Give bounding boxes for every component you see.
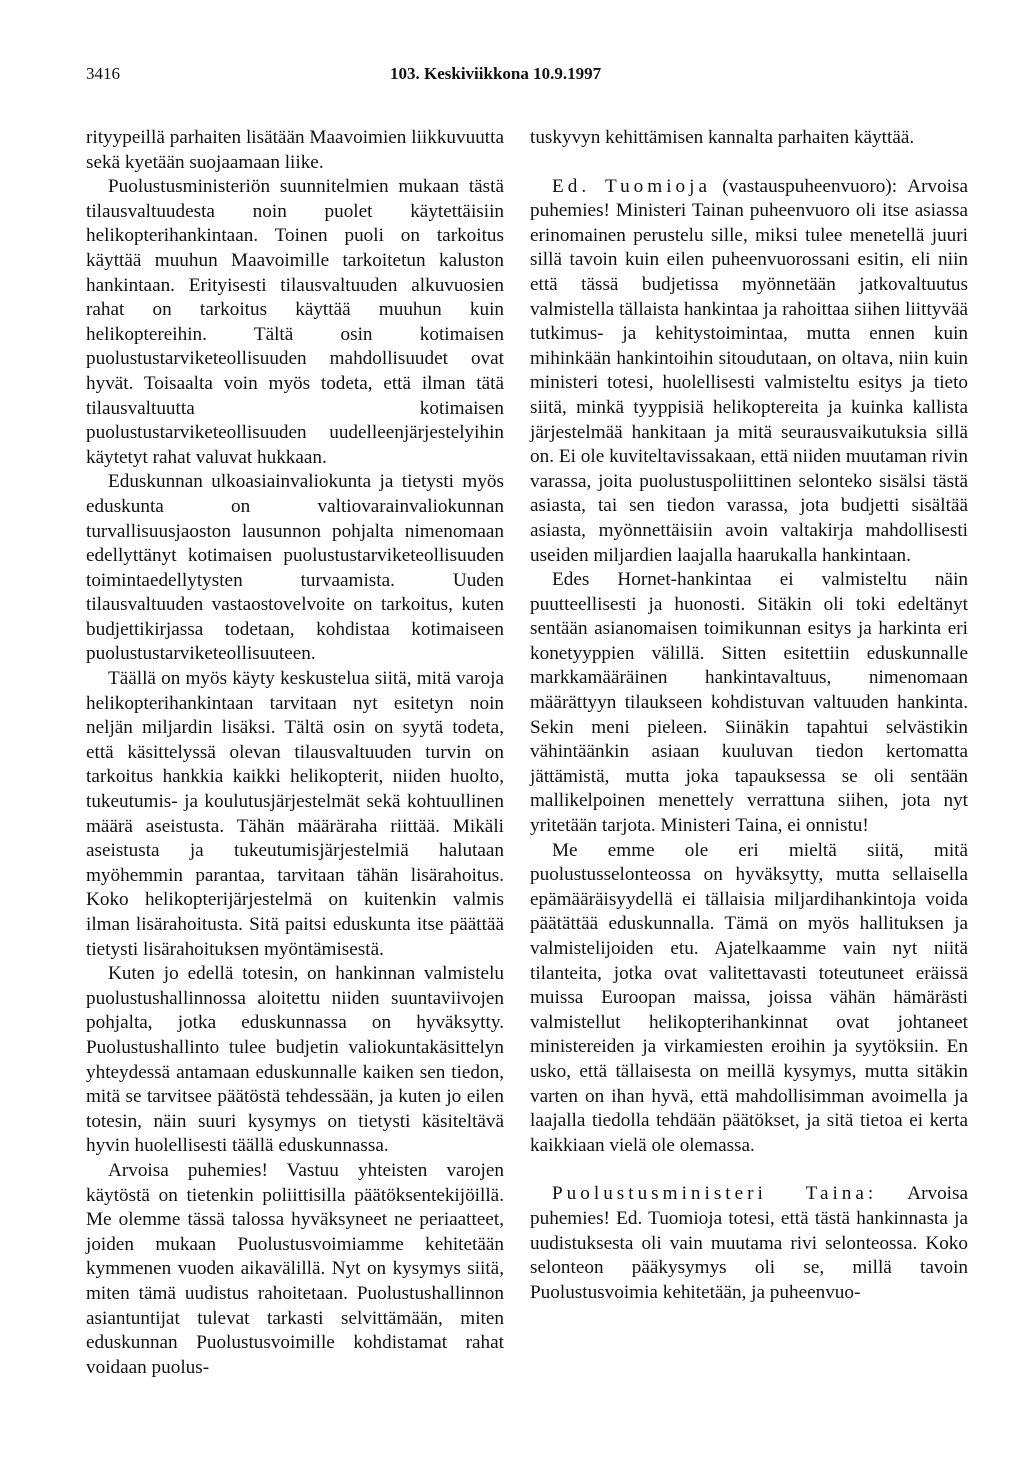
paragraph: tuskyvyn kehittämisen kannalta parhaiten käyttää. <box>530 127 915 148</box>
speaker-role: : <box>867 1183 908 1205</box>
speaker-name: Puolustusministeri Taina <box>552 1183 868 1205</box>
speech-text: Arvoisa puhemies! Ministeri Tainan puheenvuoro oli itse asiassa erinomainen perustelu sille, miksi tulee menetellä juuri sillä tavoin kuin eilen puheenvuorossani esitin, eli niin että tässä budjetissa myönnetään jatkovaltuutus valmistella tällaista hankintaa ja rahoittaa siihen liittyvää tutkimus- ja kehitystoimintaa, mutta ennen kuin mihinkään hankintoihin sitoudutaan, on oltava, niin kuin ministeri totesi, huolellisesti valmisteltu esitys ja tieto siitä, minkä tyyppisiä helikoptereita ja kuinka kallista järjestelmää hankitaan ja mitä seurausvaikutuksia sillä on. Ei ole kuviteltavissakaan, että niiden muutaman rivin varassa, joita puolustuspoliittinen selonteko sisälsi tästä asiasta, tai sen tiedon varassa, jota budjetti sisältää asiasta, myönnettäisiin avoin valtakirja mahdollisesti useiden miljardien laajalla haarukalla hankintaan. <box>530 175 968 566</box>
speech-paragraph <box>530 1182 968 1305</box>
paragraph: Kuten jo edellä totesin, on hankinnan valmistelu puolustushallinnossa aloitettu niiden suuntaviivojen pohjalta, jotka eduskunnassa on hyväksytty. Puolustushallinto tulee budjetin valiokuntakäsittelyn yhteydessä antamaan eduskunnalle kaiken sen tiedon, mitä se tarvitsee päätöstä tehdessään, ja kuten jo eilen totesin, näin suuri kysymys on tietysti käsiteltävä hyvin huolellisesti täällä eduskunnassa. <box>86 963 504 1157</box>
speech-text: Arvoisa puhemies! Ed. Tuomioja totesi, että tästä hankinnasta ja uudistuksesta oli vain muutama rivi selonteossa. Koko selonteon pääkysymys oli se, millä tavoin Puolustusvoimia kehitetään, ja puheenvuo- <box>530 1183 968 1303</box>
paragraph: Arvoisa puhemies! Vastuu yhteisten varojen käytöstä on tietenkin poliittisilla päätöksentekijöillä. Me olemme tässä talossa hyväksyneet ne periaatteet, joiden mukaan Puolustusvoimiamme kehitetään kymmenen vuoden aikavälillä. Nyt on kysymys siitä, miten tämä uudistus rahoitetaan. Puolustushallinnon asiantuntijat tulevat tarkasti selvittämään, miten eduskunnan Puolustusvoimille kohdistamat rahat voidaan puolus- <box>86 1159 504 1378</box>
paragraph: rityypeillä parhaiten lisätään Maavoimien liikkuvuutta sekä kyetään suojaamaan liike. <box>86 127 504 173</box>
paragraph: Edes Hornet-hankintaa ei valmisteltu näin puutteellisesti ja huonosti. Sitäkin oli toki edeltänyt sentään asianomaisen toimikunnan esitys ja harkinta eri konetyyppien välillä. Sitten esitettiin eduskunnalle markkamääräinen hankintavaltuus, nimenomaan määrättyyn tilaukseen kohdistuvan valtuuden hankinta. Sekin meni pieleen. Siinäkin tapahtui selvästikin vähintäänkin asiaan kuuluvan tiedon kertomatta jättämistä, mutta joka tapauksessa se oli sentään mallikelpoinen menettely verrattuna siihen, jota nyt yritetään tarjota. Ministeri Taina, ei onnistu! <box>530 569 968 837</box>
session-title: 103. Keskiviikkona 10.9.1997 <box>390 64 602 83</box>
speaker-role: (vastauspuheenvuoro): <box>710 175 908 197</box>
paragraph: Eduskunnan ulkoasiainvaliokunta ja tietysti myös eduskunta on valtiovarainvaliokunnan turvallisuusjaoston lausunnon pohjalta nimenomaan edellyttänyt kotimaisen puolustustarviketeollisuuden toimintaedellytysten turvaamista. Uuden tilausvaltuuden vastaostovelvoite on tarkoitus, kuten budjettikirjassa todetaan, kohdistaa kotimaiseen puolustustarviketeollisuuteen. <box>86 471 504 665</box>
page-number: 3416 <box>86 64 120 83</box>
paragraph: Täällä on myös käyty keskustelua siitä, mitä varoja helikopterihankintaan tarvitaan nyt esitetyn noin neljän miljardin lisäksi. Tältä osin on syytä todeta, että käsittelyssä olevan tilausvaltuuden turvin on tarkoitus hankkia kaikki helikopterit, niiden huolto, tukeutumis- ja koulutusjärjestelmät sekä kohtuullinen määrä aseistusta. Tähän määräraha riittää. Mikäli aseistusta ja tukeutumisjärjestelmiä halutaan myöhemmin parantaa, tarvitaan tähän lisärahoitus. Koko helikopterijärjestelmä on kuitenkin valmis ilman lisärahoitusta. Sitä paitsi eduskunta itse päättää tietysti lisärahoituksen myöntämisestä. <box>86 668 504 960</box>
speech-paragraph <box>530 175 968 569</box>
right-column <box>530 126 968 1305</box>
paragraph: Me emme ole eri mieltä siitä, mitä puolustusselonteossa on hyväksytty, mutta sellaisella epämääräisyydellä ei tällaisia miljardihankintoja voida päätättää eduskunnalla. Tämä on myös hallituksen ja valmistelijoiden etu. Ajatelkaamme vain nyt niitä tilanteita, jotka ovat valitettavasti toteutuneet eräissä muissa Euroopan maissa, joissa vähän hämärästi valmistellut helikopterihankinnat ovat johtaneet ministereiden ja virkamiesten eroihin ja syytöksiin. En usko, että tällaisesta on meillä kysymys, mutta sitäkin varten on ihan hyvä, että mahdollisimman avoimella ja laajalla tiedolla tehdään päätökset, ja sitä tietoa ei kerta kaikkiaan vielä ole olemassa. <box>530 839 968 1156</box>
left-column <box>86 126 504 1380</box>
paragraph: Puolustusministeriön suunnitelmien mukaan tästä tilausvaltuudesta noin puolet käytettäisiin helikopterihankintaan. Toinen puoli on tarkoitus käyttää muuhun Maavoimille tarkoitetun kaluston hankintaan. Erityisesti tilausvaltuuden alkuvuosien rahat on tarkoitus käyttää muuhun kuin helikoptereihin. Tältä osin kotimaisen puolustustarviketeollisuuden mahdollisuudet ovat hyvät. Toisaalta voin myös todeta, että ilman tätä tilausvaltuutta kotimaisen puolustustarviketeollisuuden uudelleenjärjestelyihin käytetyt rahat valuvat hukkaan. <box>86 176 504 468</box>
page-header <box>86 64 966 88</box>
speaker-name: Ed. Tuomioja <box>552 175 711 197</box>
